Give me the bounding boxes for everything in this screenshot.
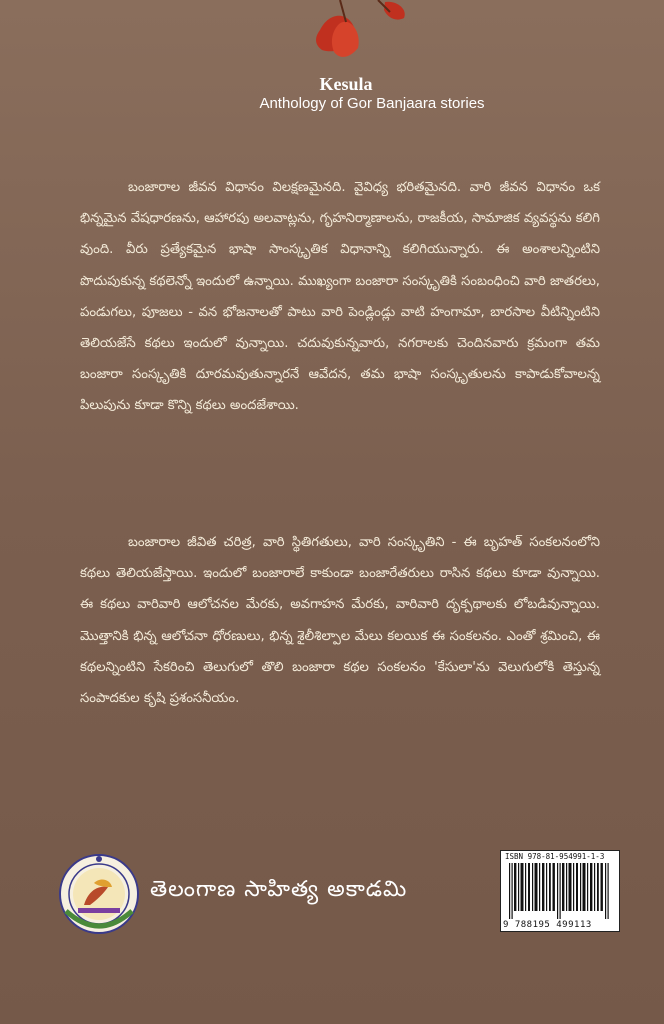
barcode-digits: 9 788195 499113 [503, 920, 592, 930]
isbn-barcode [500, 850, 620, 932]
blurb-paragraph-1 [80, 172, 600, 422]
academy-logo [58, 853, 140, 935]
blurb-paragraph-1-text: బంజారాల జీవన విధానం విలక్షణమైనది. వైవిధ్య భరితమైనది. వారి జీవన విధానం ఒక భిన్నమైన వేషధారణను, ఆహారపు అలవాట్లను, గృహనిర్మాణాలను, రాజకీయ, సామాజిక వ్యవస్థను కలిగి వుంది. వీరు ప్రత్యేకమైన భాషా సాంస్కృతిక విధానాన్ని కలిగియున్నారు. ఈ అంశాలన్నింటిని పొదుపుకున్న కథలెన్నో ఇందులో ఉన్నాయి. ముఖ్యంగా బంజారా సంస్కృతికి సంబంధించి వారి జాతరలు, పండుగలు, పూజలు - వన భోజనాలతో పాటు వారి పెండ్లిండ్లు వాటి హంగామా, బారసాల వీటిన్నింటిని తెలియజేసే కథలు ఇందులో వున్నాయి. చదువుకున్నవారు, నగరాలకు చెందినవారు క్రమంగా తమ బంజారా సంస్కృతికి దూరమవుతున్నారనే ఆవేదన, తమ భాషా సంస్కృతులను కాపాడుకోవాలన్న పిలుపును కూడా కొన్ని కథలు అందజేశాయి. [80, 180, 600, 414]
publisher-name: తెలంగాణ సాహిత్య అకాడమి [150, 877, 408, 902]
book-subtitle: Anthology of Gor Banjaara stories [259, 95, 485, 112]
book-title: Kesula [319, 74, 373, 94]
flower-illustration [300, 0, 420, 65]
blurb-paragraph-2-text: బంజారాల జీవిత చరిత్ర, వారి స్థితిగతులు, వారి సంస్కృతిని - ఈ బృహత్ సంకలనంలోని కథలు తెలియజేస్తాయి. ఇందులో బంజారాలే కాకుండా బంజారేతరులు రాసిన కథలు కూడా వున్నాయి. ఈ కథలు వారివారి ఆలోచనల మేరకు, అవగాహన మేరకు, వారివారి దృక్పథాలకు లోబడివున్నాయి. మొత్తానికి భిన్న ఆలోచనా ధోరణులు, భిన్న శైలీశిల్పాల మేలు కలయిక ఈ సంకలనం. ఎంతో శ్రమించి, ఈ కథలన్నింటిని సేకరించి తెలుగులో తొలి బంజారా కథల సంకలనం 'కేసులా'ను వెలుగులోకి తెస్తున్న సంపాదకుల కృషి ప్రశంసనీయం. [80, 535, 600, 707]
barcode-bars [505, 863, 615, 919]
blurb-paragraph-2 [80, 527, 600, 714]
isbn-label: ISBN 978-81-954991-1-3 [505, 852, 605, 861]
